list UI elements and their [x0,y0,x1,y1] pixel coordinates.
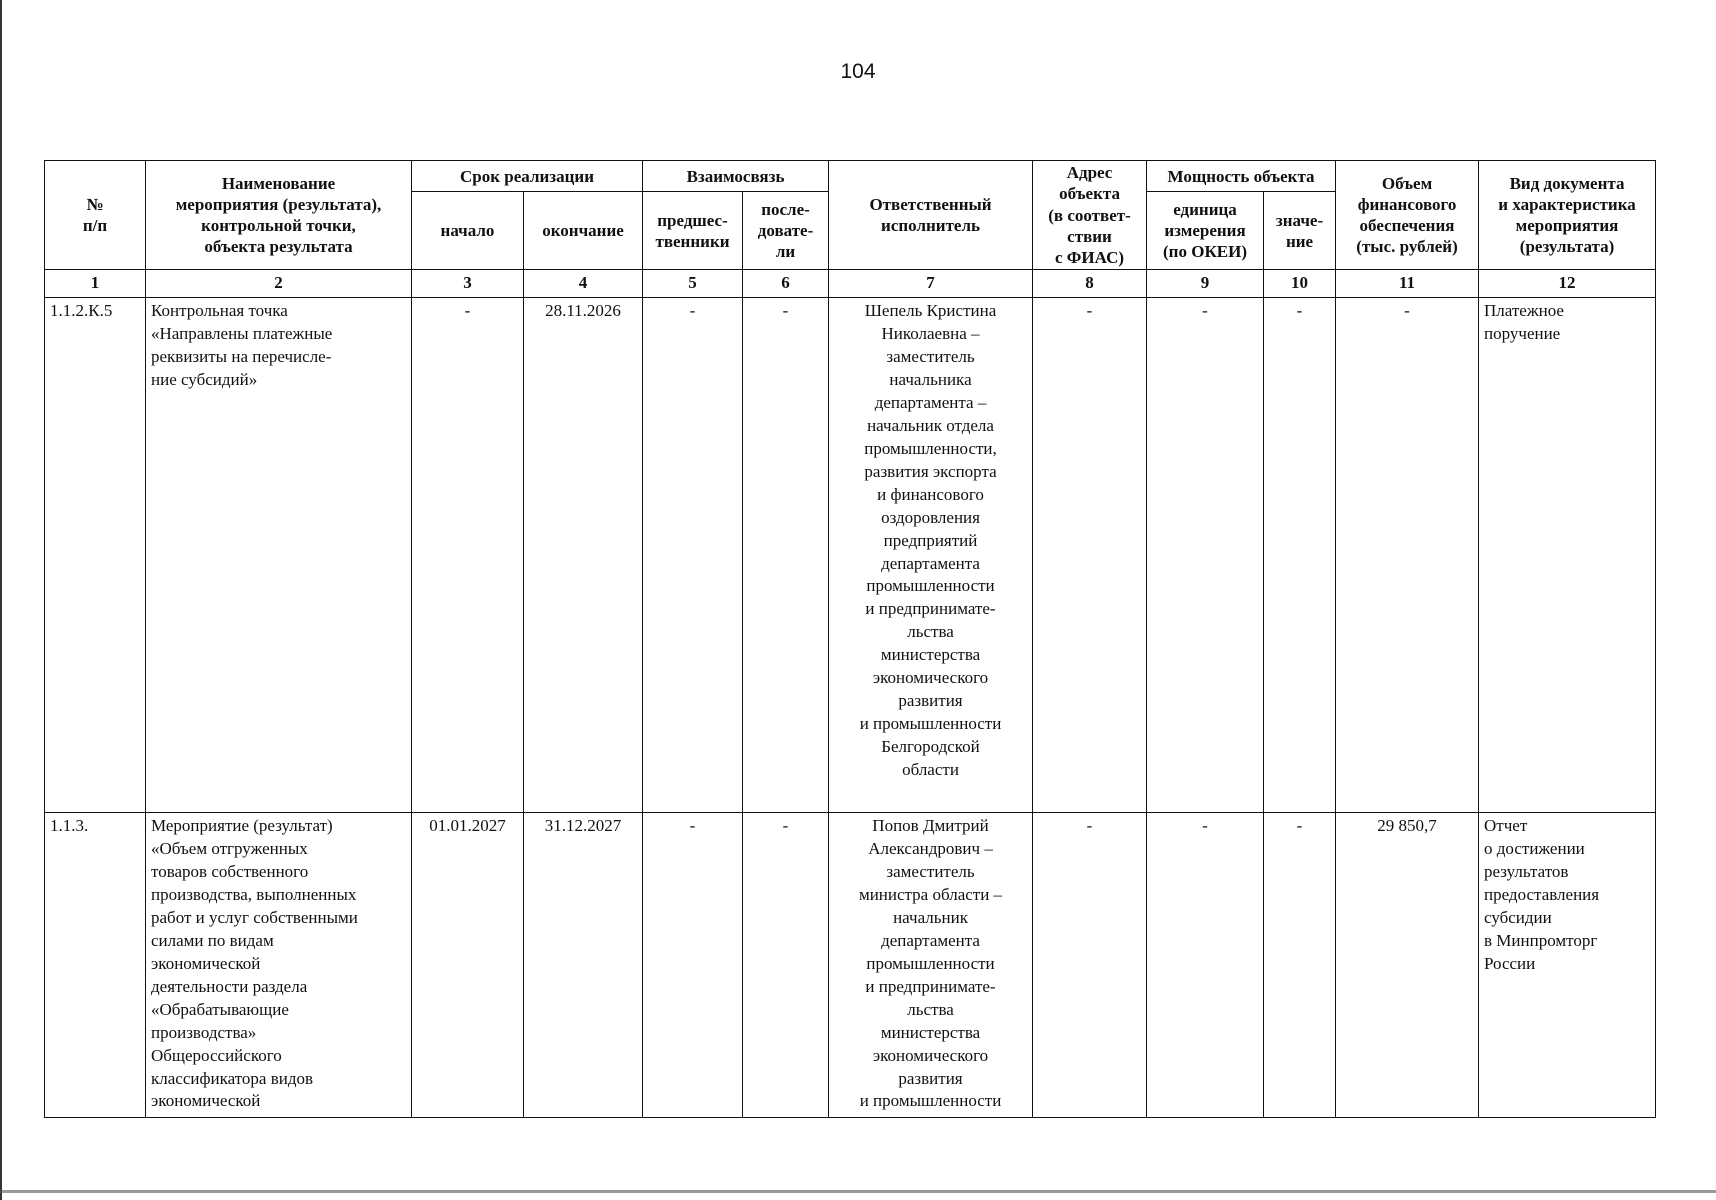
column-number: 1 [45,270,146,298]
header-capacity-value: значе- ние [1264,192,1336,270]
row-doc: Платежное поручение [1479,298,1656,813]
row-unit: - [1147,813,1264,1118]
row-responsible: Попов Дмитрий Александрович – заместитель министра области – начальник департамента промышленности и предпринимате- льства министерства экономического развития и промышленности [829,813,1033,1118]
column-number: 8 [1033,270,1147,298]
row-responsible: Шепель Кристина Николаевна – заместитель начальника департамента – начальник отдела промышленности, развития экспорта и финансового оздоровления предприятий департамента промышленности и предпринимате- льства министерства экономического развития и промышленности Белгородской области [829,298,1033,813]
header-num: № п/п [45,161,146,270]
scan-edge-bottom [0,1190,1716,1193]
header-link-prev: предшес- твенники [643,192,743,270]
header-period-start: начало [412,192,524,270]
header-link: Взаимосвязь [643,161,829,192]
row-end: 28.11.2026 [524,298,643,813]
row-name: Мероприятие (результат) «Объем отгруженных товаров собственного производства, выполненных работ и услуг собственными силами по видам экономической деятельности раздела «Обрабатывающие производства» Общероссийского классификатора видов экономической [146,813,412,1118]
header-doc: Вид документа и характеристика мероприятия (результата) [1479,161,1656,270]
row-address: - [1033,298,1147,813]
column-number: 12 [1479,270,1656,298]
column-number: 4 [524,270,643,298]
row-start: 01.01.2027 [412,813,524,1118]
page-number: 104 [840,60,876,83]
row-finance: 29 850,7 [1336,813,1479,1118]
row-end: 31.12.2027 [524,813,643,1118]
table-header [45,161,1656,298]
scan-edge-left [0,0,2,1200]
header-responsible: Ответственный исполнитель [829,161,1033,270]
header-address: Адрес объекта (в соответ- ствии с ФИАС) [1033,161,1147,270]
header-finance: Объем финансового обеспечения (тыс. рублей) [1336,161,1479,270]
column-number: 9 [1147,270,1264,298]
row-num: 1.1.3. [45,813,146,1118]
row-doc: Отчет о достижении результатов предоставления субсидии в Минпромторг России [1479,813,1656,1118]
column-number-row [45,270,1656,298]
table-row [45,298,1656,813]
column-number: 7 [829,270,1033,298]
row-num: 1.1.2.К.5 [45,298,146,813]
row-start: - [412,298,524,813]
column-number: 5 [643,270,743,298]
header-capacity: Мощность объекта [1147,161,1336,192]
header-capacity-unit: единица измерения (по ОКЕИ) [1147,192,1264,270]
column-number: 6 [743,270,829,298]
row-prev: - [643,298,743,813]
table-body [45,298,1656,1118]
row-prev: - [643,813,743,1118]
row-value: - [1264,298,1336,813]
table-row [45,813,1656,1118]
header-name: Наименование мероприятия (результата), контрольной точки, объекта результата [146,161,412,270]
schedule-table [44,160,1656,1118]
header-period-end: окончание [524,192,643,270]
row-unit: - [1147,298,1264,813]
column-number: 11 [1336,270,1479,298]
column-number: 2 [146,270,412,298]
header-link-next: после- довате- ли [743,192,829,270]
row-finance: - [1336,298,1479,813]
row-value: - [1264,813,1336,1118]
column-number: 10 [1264,270,1336,298]
row-name: Контрольная точка «Направлены платежные реквизиты на перечисле- ние субсидий» [146,298,412,813]
row-next: - [743,298,829,813]
row-address: - [1033,813,1147,1118]
row-next: - [743,813,829,1118]
header-period: Срок реализации [412,161,643,192]
column-number: 3 [412,270,524,298]
